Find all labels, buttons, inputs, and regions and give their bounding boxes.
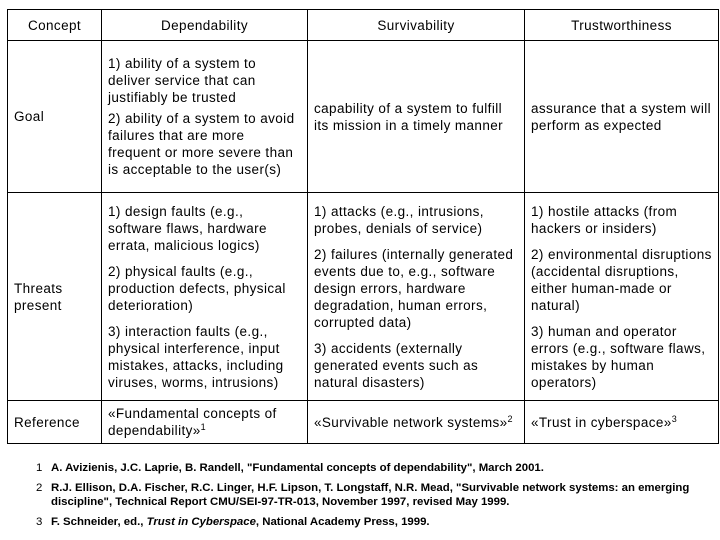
goal-dependability-2: 2) ability of a system to avoid failures that are more frequent or more severe than is acceptable to the user(s)	[108, 111, 295, 177]
footnote-3	[36, 515, 696, 529]
header-trustworthiness: Trustworthiness	[525, 10, 719, 41]
header-concept: Concept	[8, 10, 102, 41]
threats-trustworthiness-1: 1) hostile attacks (from hackers or insiders)	[531, 203, 678, 236]
reference-trustworthiness-text: «Trust in cyberspace»	[531, 414, 672, 430]
threats-concept: Threats present	[8, 193, 102, 401]
header-dependability: Dependability	[102, 10, 308, 41]
footnote-title: Trust in Cyberspace	[146, 516, 256, 528]
footnote-1	[36, 461, 696, 475]
goal-concept: Goal	[8, 41, 102, 193]
reference-dependability	[102, 401, 308, 444]
reference-row	[8, 401, 719, 444]
threats-dependability-3: 3) interaction faults (e.g., physical interference, input mistakes, attacks, including viruses, worms, intrusions)	[108, 323, 284, 390]
footnote-number: 3	[36, 516, 43, 528]
threats-trustworthiness	[525, 193, 719, 401]
footnote-marker-1: 1	[200, 422, 207, 432]
footnote-marker-2: 2	[507, 413, 513, 424]
threats-survivability-2: 2) failures (internally generated events due to, e.g., software design errors, hardware degradation, human errors, corrupted data)	[314, 246, 514, 330]
goal-trustworthiness: assurance that a system will perform as expected	[525, 41, 719, 193]
threats-survivability-1: 1) attacks (e.g., intrusions, probes, denials of service)	[314, 203, 484, 236]
reference-concept: Reference	[8, 401, 102, 444]
concepts-table	[7, 9, 719, 444]
threats-dependability-1: 1) design faults (e.g., software flaws, hardware errata, malicious logics)	[108, 203, 267, 253]
goal-dependability-1: 1) ability of a system to deliver service that can justifiably be trusted	[108, 56, 257, 105]
footnote-text-post: , National Academy Press, 1999.	[255, 516, 430, 528]
goal-row	[8, 41, 719, 193]
header-survivability: Survivability	[308, 10, 525, 41]
goal-survivability: capability of a system to fulfill its mission in a timely manner	[308, 41, 525, 193]
footnote-2	[36, 481, 696, 509]
footnote-text: R.J. Ellison, D.A. Fischer, R.C. Linger, H.F. Lipson, T. Longstaff, N.R. Mead, "Survivable network systems: an emerging discipline", Technical Report CMU/SEI-97-TR-013, November 1997, revised May 1999.	[51, 482, 690, 508]
threats-row	[8, 193, 719, 401]
threats-survivability	[308, 193, 525, 401]
reference-survivability	[308, 401, 525, 444]
footnote-marker-3: 3	[671, 413, 678, 424]
reference-dependability-text: «Fundamental concepts of dependability»	[108, 406, 277, 438]
footnote-text: A. Avizienis, J.C. Laprie, B. Randell, "Fundamental concepts of dependability", March 2001.	[51, 462, 544, 474]
footnote-text-pre: F. Schneider, ed.,	[51, 516, 147, 528]
threats-trustworthiness-3: 3) human and operator errors (e.g., software flaws, mistakes by human operators)	[531, 323, 706, 390]
threats-survivability-3: 3) accidents (externally generated events such as natural disasters)	[314, 340, 479, 390]
threats-trustworthiness-2: 2) environmental disruptions (accidental disruptions, either human-made or natural)	[531, 246, 712, 313]
threats-dependability-2: 2) physical faults (e.g., production defects, physical deterioration)	[108, 263, 286, 313]
threats-dependability	[102, 193, 308, 401]
reference-trustworthiness	[525, 401, 719, 444]
footnote-number: 1	[36, 462, 43, 474]
footnotes	[36, 461, 696, 535]
footnote-number: 2	[36, 482, 43, 494]
goal-dependability	[102, 41, 308, 193]
reference-survivability-text: «Survivable network systems»	[314, 414, 508, 430]
header-row	[8, 10, 719, 41]
